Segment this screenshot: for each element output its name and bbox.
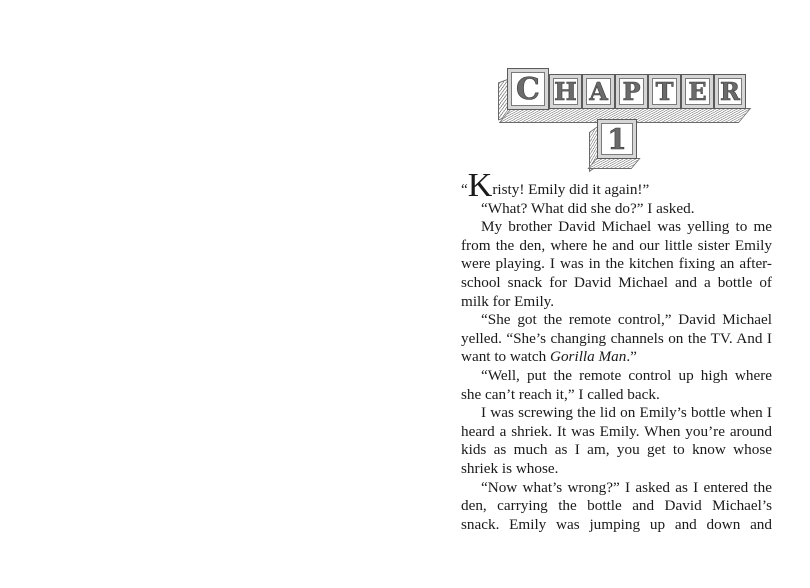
chapter-block-e: E: [681, 74, 714, 109]
chapter-block-p: P: [615, 74, 648, 109]
paragraph-3: My brother David Michael was yelling to me from the den, where he and our little sister Emily were playing. I was in the kitchen fixing an after-school snack for David Michael and a bottle of milk for Emily.: [461, 218, 772, 310]
paragraph-1: “Kristy! Emily did it again!”: [461, 167, 650, 204]
show-title: Gorilla Man: [550, 348, 627, 366]
chapter-number: 1: [601, 123, 633, 155]
chapter-number-block: [597, 119, 637, 159]
paragraph-6: I was screwing the lid on Emily’s bottle when I heard a shriek. It was Emily. When you’re around kids as much as I am, you get to know whose shriek is whose.: [461, 404, 772, 477]
chapter-block-c: C: [507, 68, 549, 110]
paragraph-7: “Now what’s wrong?” I asked as I entered the den, carrying the bottle and David Michael’s snack. Emily was jumping up and down and: [461, 478, 772, 533]
drop-cap: K: [467, 167, 493, 204]
number-shadow-bottom: [587, 158, 640, 169]
paragraph-5: “Well, put the remote control up high where she can’t reach it,” I called back.: [461, 366, 772, 403]
chapter-heading: [0, 0, 810, 175]
chapter-block-h: H: [549, 74, 582, 109]
open-quote: “: [461, 181, 468, 198]
chapter-block-r: R: [714, 74, 746, 109]
chapter-body-text: [461, 167, 772, 534]
paragraph-2: “What? What did she do?” I asked.: [481, 199, 695, 217]
chapter-block-t: T: [648, 74, 681, 109]
paragraph-4: “She got the remote control,” David Michael yelled. “She’s changing channels on the TV. And I want to watch Gorilla Man.”: [461, 311, 772, 366]
chapter-block-a: A: [582, 74, 615, 109]
